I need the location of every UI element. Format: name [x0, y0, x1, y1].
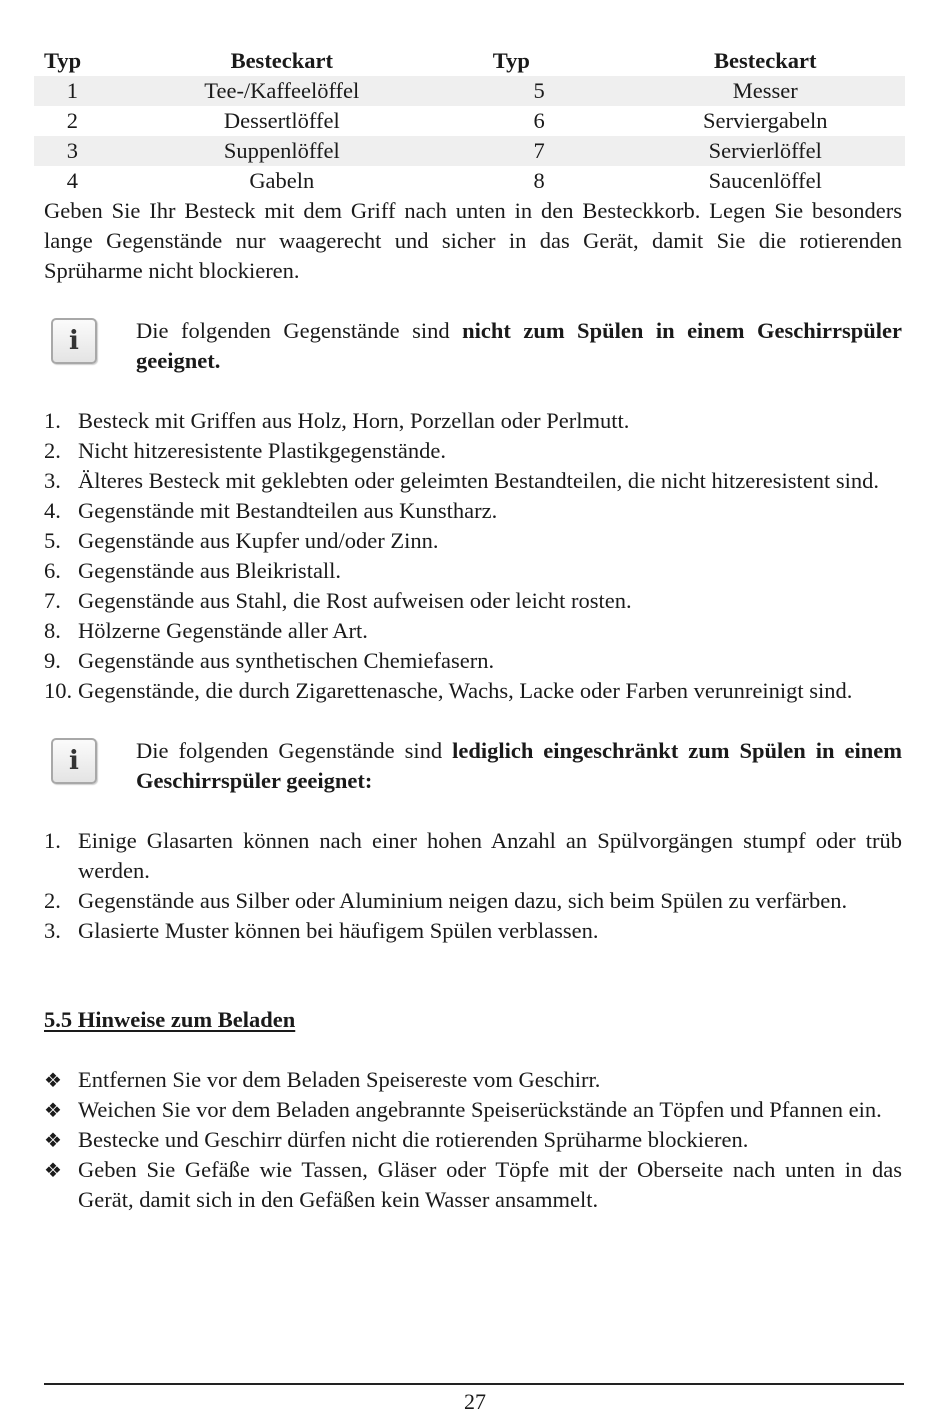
list-item — [44, 496, 902, 526]
note-text-plain: Die folgenden Gegenstände sind — [136, 318, 463, 343]
table-cell: 6 — [533, 108, 545, 133]
list-item — [44, 616, 902, 646]
list-item-text: Gegenstände mit Bestandteilen aus Kunstharz. — [78, 498, 498, 523]
table-cell: 8 — [533, 168, 545, 193]
note-icon-wrapper — [44, 316, 136, 364]
note-text — [136, 736, 902, 796]
list-item — [44, 676, 902, 706]
page-number: 27 — [464, 1389, 486, 1414]
unsuitable-items-list — [44, 406, 902, 706]
list-item — [44, 826, 902, 886]
cutlery-type-table — [34, 46, 905, 196]
list-item — [44, 586, 902, 616]
diamond-bullet-icon: ❖ — [44, 1098, 62, 1122]
list-item-text: Gegenstände aus synthetischen Chemiefasern. — [78, 648, 495, 673]
table-cell: 1 — [34, 76, 111, 106]
list-item-text: Gegenstände aus Stahl, die Rost aufweisen oder leicht rosten. — [78, 588, 632, 613]
note-text — [136, 316, 902, 376]
list-item-number: 6. — [44, 558, 61, 583]
table-header-cell: Besteckart — [230, 48, 334, 73]
bullet-item-text: Geben Sie Gefäße wie Tassen, Gläser oder Töpfe mit der Oberseite nach unten in das Gerät, damit sich in den Gefäßen kein Wasser ansammelt. — [78, 1157, 902, 1212]
list-item-text: Besteck mit Griffen aus Holz, Horn, Porzellan oder Perlmutt. — [78, 408, 630, 433]
note-limited-suitability — [44, 736, 902, 796]
list-item-number: 2. — [44, 438, 61, 463]
note-text-plain: Die folgenden Gegenstände sind — [136, 738, 453, 763]
list-item-text: Gegenstände, die durch Zigarettenasche, Wachs, Lacke oder Farben verunreinigt sind. — [78, 678, 853, 703]
list-item — [44, 886, 902, 916]
bullet-item-text: Weichen Sie vor dem Beladen angebrannte Speiserückstände an Töpfen und Pfannen ein. — [78, 1097, 882, 1122]
list-item-number: 9. — [44, 648, 61, 673]
bullet-item — [44, 1065, 902, 1095]
table-cell: Messer — [626, 76, 905, 106]
list-item-text: Gegenstände aus Silber oder Aluminium neigen dazu, sich beim Spülen zu verfärben. — [78, 888, 848, 913]
table-cell: 5 — [453, 76, 626, 106]
table-cell: Tee-/Kaffeelöffel — [111, 76, 453, 106]
bullet-item — [44, 1125, 902, 1155]
list-item — [44, 526, 902, 556]
table-row — [34, 106, 905, 136]
note-icon-wrapper — [44, 736, 136, 784]
list-item-text: Einige Glasarten können nach einer hohen Anzahl an Spülvorgängen stumpf oder trüb werden. — [78, 828, 902, 883]
diamond-bullet-icon: ❖ — [44, 1068, 62, 1092]
loading-tips-list — [44, 1065, 902, 1215]
list-item-text: Nicht hitzeresistente Plastikgegenstände. — [78, 438, 447, 463]
list-item-number: 3. — [44, 468, 61, 493]
intro-paragraph: Geben Sie Ihr Besteck mit dem Griff nach unten in den Besteckkorb. Legen Sie besonders lange Gegenstände nur waagerecht und sicher in das Gerät, damit Sie die rotierenden Sprüharme nicht blockieren. — [44, 198, 902, 283]
list-item-number: 3. — [44, 918, 61, 943]
table-cell: Dessertlöffel — [223, 108, 340, 133]
list-item-text: Gegenstände aus Kupfer und/oder Zinn. — [78, 528, 439, 553]
bullet-item-text: Bestecke und Geschirr dürfen nicht die rotierenden Sprüharme blockieren. — [78, 1127, 749, 1152]
limited-items-list — [44, 826, 902, 946]
list-item-number: 5. — [44, 528, 61, 553]
table-row — [34, 136, 905, 166]
note-not-suitable — [44, 316, 902, 376]
table-header-cell: Besteckart — [714, 48, 817, 73]
list-item-text: Glasierte Muster können bei häufigem Spülen verblassen. — [78, 918, 599, 943]
list-item — [44, 406, 902, 436]
info-icon: i — [51, 318, 97, 364]
list-item-text: Älteres Besteck mit geklebten oder geleimten Bestandteilen, die nicht hitzeresistent sind. — [78, 468, 880, 493]
table-cell: 4 — [66, 168, 79, 193]
list-item — [44, 466, 902, 496]
bullet-item — [44, 1155, 902, 1215]
bullet-item-text: Entfernen Sie vor dem Beladen Speisereste vom Geschirr. — [78, 1067, 601, 1092]
table-cell: 2 — [66, 108, 79, 133]
table-cell: Gabeln — [249, 168, 315, 193]
diamond-bullet-icon: ❖ — [44, 1158, 62, 1182]
diamond-bullet-icon: ❖ — [44, 1128, 62, 1152]
page-content — [44, 46, 902, 1215]
table-cell: 3 — [34, 136, 111, 166]
list-item — [44, 646, 902, 676]
table-cell: Serviergabeln — [703, 108, 828, 133]
table-row — [34, 166, 905, 196]
table-header-cell: Typ — [44, 48, 82, 73]
list-item — [44, 556, 902, 586]
list-item-number: 7. — [44, 588, 61, 613]
list-item-text: Hölzerne Gegenstände aller Art. — [78, 618, 368, 643]
note-text-bold: lediglich eingeschränkt zum Spülen in einem Geschirrspüler geeignet: — [136, 738, 902, 793]
table-cell: Servierlöffel — [626, 136, 905, 166]
table-row — [34, 76, 905, 106]
note-text-bold: nicht zum Spülen in einem Geschirrspüler geeignet. — [136, 318, 903, 373]
info-icon: i — [51, 738, 97, 784]
bullet-item — [44, 1095, 902, 1125]
table-header-cell: Typ — [492, 48, 530, 73]
table-cell: Saucenlöffel — [708, 168, 822, 193]
footer-divider — [44, 1383, 904, 1385]
list-item-number: 1. — [44, 408, 61, 433]
table-cell: 7 — [453, 136, 626, 166]
list-item-number: 2. — [44, 888, 61, 913]
table-cell: Suppenlöffel — [111, 136, 453, 166]
list-item-number: 1. — [44, 828, 61, 853]
table-header-row — [34, 46, 905, 76]
list-item-number: 4. — [44, 498, 61, 523]
list-item — [44, 916, 902, 946]
list-item — [44, 436, 902, 466]
list-item-text: Gegenstände aus Bleikristall. — [78, 558, 342, 583]
list-item-number: 10. — [44, 678, 73, 703]
list-item-number: 8. — [44, 618, 61, 643]
section-heading: 5.5 Hinweise zum Beladen — [44, 1007, 296, 1032]
